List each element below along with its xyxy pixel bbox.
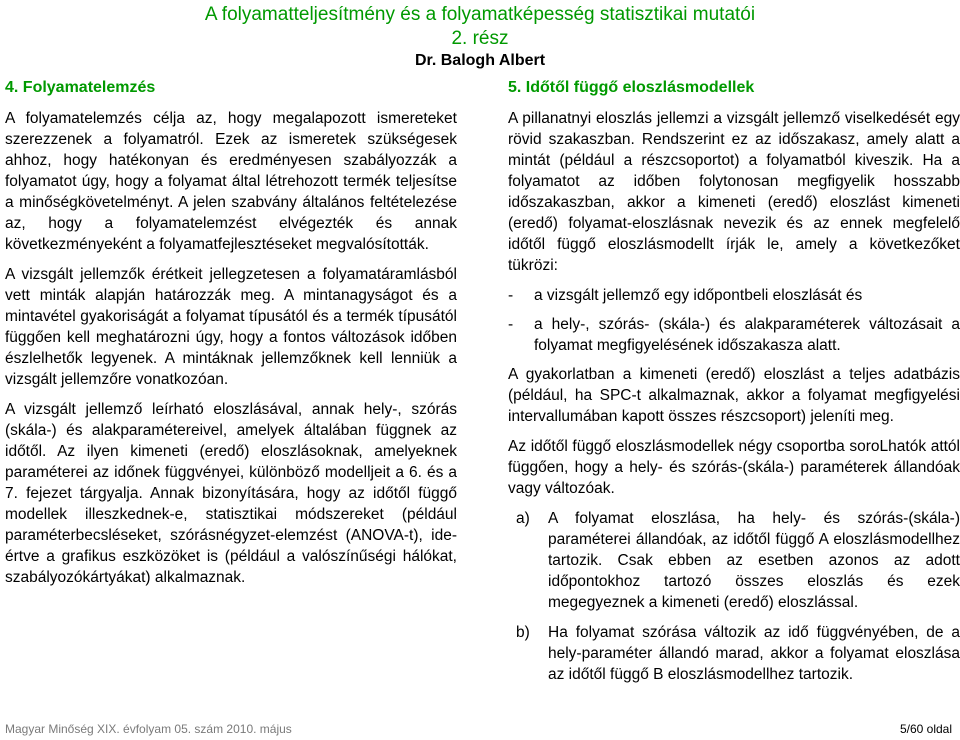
right-column [508,78,960,694]
item-marker: b) [516,624,530,641]
right-intro-paragraph: A pillanatnyi eloszlás jellemzi a vizsgált jellemző viselkedését egy rövid szakaszban. Rendszerint ez az időszakasz, amely alatt a mintát (például a részcsoportot) a folyamatból kiveszik. Ha a folyamatot az időben folytonosan megfigyelik hosszabb időszakaszban, akkor a kimeneti (eredő) eloszlást kimeneti (eredő) folyamat-eloszlásnak nevezik és az ennek megfelelő időtől függő eloszlásmodellt írják le, amely a következőket tükrözi: [508,110,960,274]
item-marker: a) [516,510,530,527]
left-paragraph: A vizsgált jellemzők érétkeit jellegzetesen a folyamatáramlásból vett minták alapján határozzák meg. A mintanagyságot és a mintavétel gyakoriságát a folyamat típusától és a termék típusától függően kell meghatározni úgy, hogy a fontos változások időben észlelhetők legyenek. A mintáknak jellemzőknek kell lenniük a vizsgált jellemzőre vonatkozóan. [5,266,457,388]
item-text: A folyamat eloszlása, ha hely- és szórás-(skála-) paraméterei állandóak, az időtől függő A eloszlásmodellhez tartozik. Csak ebben az esetben azonos az adott időpontokhoz tartozó összes eloszlás és ezek megegyeznek a kimeneti (eredő) eloszlással. [548,510,960,611]
dash-item-text: a vizsgált jellemző egy időpontbeli eloszlását és [534,287,863,304]
article-part: 2. rész [451,28,509,49]
author-name: Dr. Balogh Albert [414,52,546,69]
left-paragraph: A vizsgált jellemző leírható eloszlásával, annak hely-, szórás (skála-) és alakparamétereivel, amelyek általában függnek az időtől. Az ilyen kimeneti (eredő) eloszlásoknak, amelyeknek paraméterei az időnek függvényei, különböző modelljeit a 6. és a 7. fejezet tárgyalja. Annak bizonyítására, hogy az időtől függő modellek illeszkednek-e, statisztikai módszereket (például paraméterbecsléseket, szórásnégyzet-elemzést (ANOVA-t), ideértve a grafikus eszközöket is (például a valószínűségi hálókat, szabályozókártyákat) alkalmaznak. [5,401,457,586]
item-text: Ha folyamat szórása változik az idő függvényében, de a hely-paraméter állandó marad, akkor a folyamat eloszlása az időtől függő B eloszlásmodellhez tartozik. [548,624,960,683]
section-5-heading: 5. Időtől függő eloszlásmodellek [508,79,755,96]
section-4-heading: 4. Folyamatelemzés [5,79,156,96]
article-title: A folyamatteljesítmény és a folyamatképesség statisztikai mutatói [204,4,756,25]
dash-item-text: a hely-, szórás- (skála-) és alakparaméterek változásait a folyamat megfigyelésének időszakasza alatt. [534,316,960,354]
lettered-list-item [508,508,960,613]
lettered-list-item [508,622,960,685]
dash-list-item [508,314,960,356]
dash-marker: - [508,287,514,304]
right-paragraph: Az időtől függő eloszlásmodellek négy csoportba soroLhatók attól függően, hogy a hely- és szórás-(skála-) paraméterek állandóak vagy változóak. [508,438,960,497]
right-paragraph: A gyakorlatban a kimeneti (eredő) eloszlást a teljes adatbázis (például, ha SPC-t alkalmaznak, akkor a folyamat megfigyelési intervallumában kapott összes részcsoport) jeleníti meg. [508,366,960,425]
dash-marker: - [508,316,514,333]
left-paragraph: A folyamatelemzés célja az, hogy megalapozott ismereteket szerezzenek a folyamatról. Ezek az ismeretek szükségesek ahhoz, hogy hatékonyan és eredményesen szabályozzák a folyamatot úgy, hogy a folyamat által létrehozott termék teljesítse a minőségkövetelményt. A jelen szabvány általános feltételezése az, hogy a folyamatelemzést elvégezték és annak következményeként a folyamatfejlesztéseket megvalósították. [5,110,457,253]
left-column [5,78,457,597]
dash-list-item [508,285,960,306]
footer-page-number: 5/60 oldal [899,722,952,736]
footer-publication: Magyar Minőség XIX. évfolyam 05. szám 2010. május [5,722,292,736]
